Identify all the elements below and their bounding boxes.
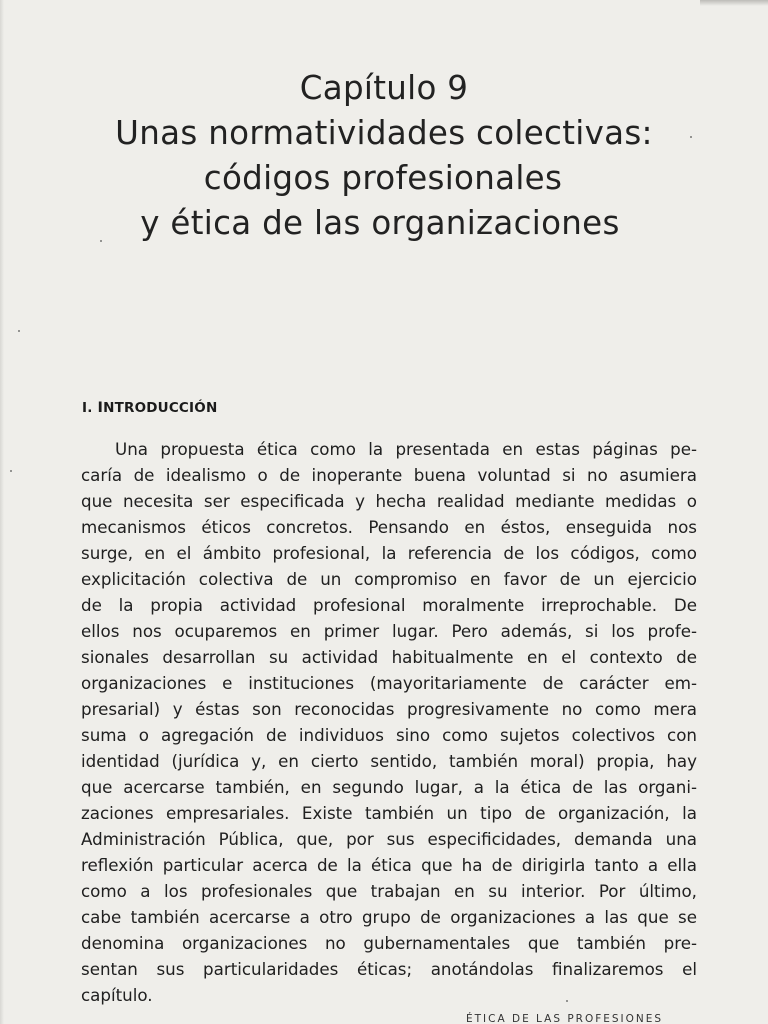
chapter-title-line-3: y ética de las organizaciones: [140, 204, 620, 242]
section-heading: [82, 400, 217, 416]
body-text-line: que acercarse también, en segundo lugar, a la ética de las organi-: [81, 777, 697, 797]
body-text-line: mecanismos éticos concretos. Pensando en éstos, enseguida nos: [81, 517, 697, 537]
body-text-line: sionales desarrollan su actividad habitualmente en el contexto de: [81, 647, 697, 667]
body-text-line: caría de idealismo o de inoperante buena voluntad si no asumiera: [81, 465, 697, 485]
scan-speck: [566, 1000, 568, 1002]
chapter-number: Capítulo 9: [299, 69, 469, 107]
body-text-line: denomina organizaciones no gubernamentales que también pre-: [81, 933, 697, 953]
body-text-line: ellos nos ocuparemos en primer lugar. Pero además, si los profe-: [81, 621, 697, 641]
body-text-line: Administración Pública, que, por sus especificidades, demanda una: [81, 829, 697, 849]
body-text-line: explicitación colectiva de un compromiso en favor de un ejercicio: [81, 569, 697, 589]
body-text-line: zaciones empresariales. Existe también un tipo de organización, la: [81, 803, 697, 823]
scan-speck: [10, 470, 12, 472]
chapter-title-line-1: Unas normatividades colectivas:: [115, 114, 653, 152]
body-text-line: suma o agregación de individuos sino como sujetos colectivos con: [81, 725, 697, 745]
body-text-line: reflexión particular acerca de la ética que ha de dirigirla tanto a ella: [81, 855, 697, 875]
body-paragraph: [81, 436, 697, 1008]
body-text-line: identidad (jurídica y, en cierto sentido, también moral) propia, hay: [81, 751, 697, 771]
section-title-initial: I: [97, 400, 104, 416]
body-text-line: cabe también acercarse a otro grupo de organizaciones a las que se: [81, 907, 697, 927]
body-text-line: capítulo.: [81, 985, 153, 1005]
body-text-line: que necesita ser especificada y hecha realidad mediante medidas o: [81, 491, 697, 511]
body-text-line: surge, en el ámbito profesional, la referencia de los códigos, como: [81, 543, 697, 563]
section-title-rest: NTRODUCCIÓN: [103, 400, 218, 416]
body-text-line: Una propuesta ética como la presentada en estas páginas pe-: [115, 439, 697, 459]
body-text-line: organizaciones e instituciones (mayoritariamente de carácter em-: [81, 673, 697, 693]
body-text-line: sentan sus particularidades éticas; anotándolas finalizaremos el: [81, 959, 697, 979]
running-footer-title: ÉTICA DE LAS PROFESIONES: [466, 1013, 664, 1024]
scan-speck: [690, 136, 692, 138]
scan-speck: [100, 240, 102, 242]
body-text-line: como a los profesionales que trabajan en su interior. Por último,: [81, 881, 697, 901]
chapter-title-line-2: códigos profesionales: [203, 159, 563, 197]
scan-speck: [18, 330, 20, 332]
body-text-line: presarial) y éstas son reconocidas progresivamente no como mera: [81, 699, 697, 719]
body-text-line: de la propia actividad profesional moralmente irreprochable. De: [81, 595, 697, 615]
section-number: I.: [82, 400, 93, 416]
scan-edge-shadow-top: [700, 0, 768, 6]
chapter-heading: [0, 66, 768, 246]
